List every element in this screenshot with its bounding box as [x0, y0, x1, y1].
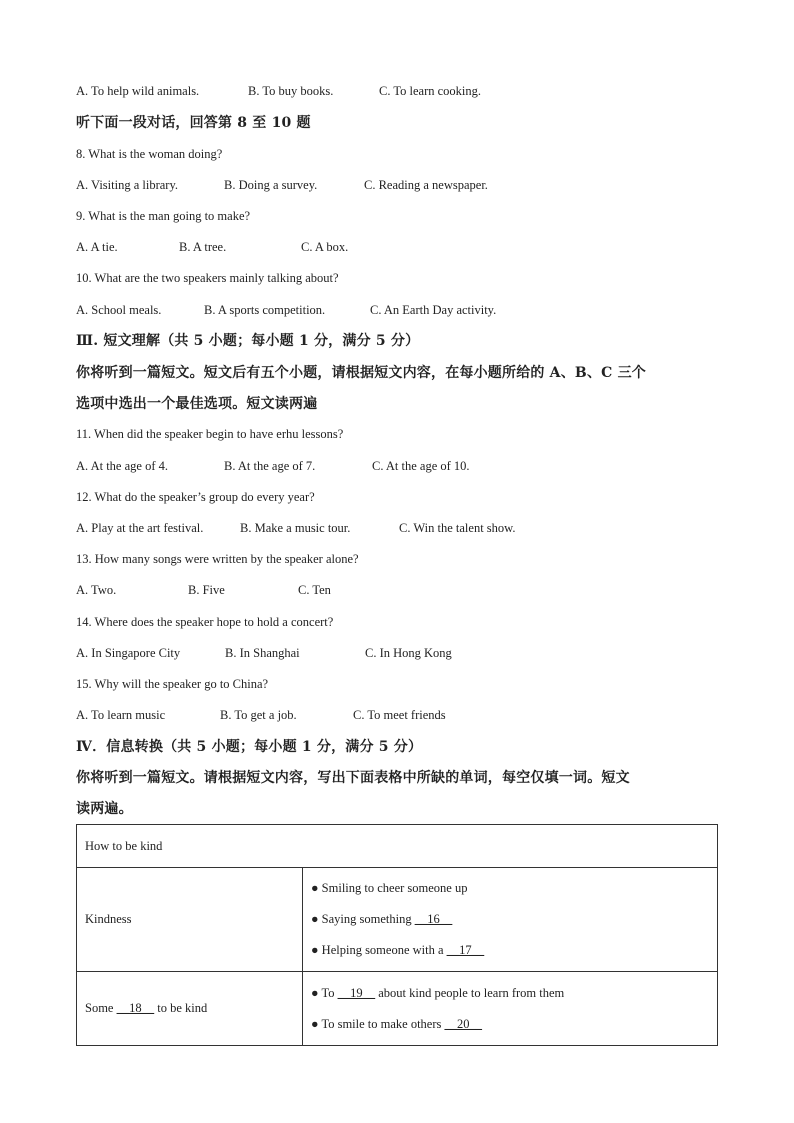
- question-11-options: [76, 458, 470, 474]
- question-8-options: [76, 177, 488, 193]
- question-8: 8. What is the woman doing?: [76, 147, 223, 161]
- row-label-kindness: Kindness: [77, 868, 303, 972]
- section-3-instruction-line1: 你将听到一篇短文。短文后有五个小题，请根据短文内容，在每小题所给的 A、B、C 三个: [76, 365, 646, 381]
- option-a: A. To help wild animals.: [76, 84, 200, 98]
- option-c: C. A box.: [301, 240, 349, 254]
- section-4-title: Ⅳ．信息转换（共 5 小题；每小题 1 分，满分 5 分）: [76, 739, 423, 755]
- answer-blank-18[interactable]: __18__: [116, 1001, 155, 1015]
- option-b: B. Five: [188, 583, 225, 597]
- section-3-title: Ⅲ. 短文理解（共 5 小题；每小题 1 分，满分 5 分）: [76, 333, 420, 349]
- question-10-options: [76, 302, 496, 318]
- option-a: A. Visiting a library.: [76, 178, 179, 192]
- answer-blank-20[interactable]: __20__: [444, 1016, 483, 1031]
- option-a: A. In Singapore City: [76, 646, 181, 660]
- option-c: C. Reading a newspaper.: [364, 178, 488, 192]
- table-row: [77, 972, 718, 1046]
- option-c: C. Win the talent show.: [399, 521, 516, 535]
- section-4-instruction-line1: 你将听到一篇短文。请根据短文内容，写出下面表格中所缺的单词，每空仅填一词。短文: [76, 770, 630, 786]
- option-b: B. In Shanghai: [225, 646, 300, 660]
- option-a: A. At the age of 4.: [76, 459, 168, 473]
- question-14-options: [76, 645, 452, 661]
- option-a: A. Two.: [76, 583, 117, 597]
- option-c: C. An Earth Day activity.: [370, 303, 497, 317]
- section-8-10-heading: 听下面一段对话，回答第 8 至 10 题: [76, 115, 311, 131]
- list-item: ● To smile to make others __20__: [311, 1016, 483, 1031]
- option-a: A. Play at the art festival.: [76, 521, 204, 535]
- answer-blank-19[interactable]: __19__: [337, 985, 376, 1000]
- question-15: 15. Why will the speaker go to China?: [76, 677, 269, 691]
- table-header-row: [77, 825, 718, 868]
- option-a: A. School meals.: [76, 303, 162, 317]
- table-row: [77, 868, 718, 972]
- row-label-some-ways: Some __18__ to be kind: [77, 972, 303, 1046]
- list-item: ● Helping someone with a __17__: [311, 943, 485, 957]
- option-b: B. Make a music tour.: [240, 521, 351, 535]
- question-15-options: [76, 707, 446, 723]
- option-b: B. Doing a survey.: [224, 178, 318, 192]
- question-9: 9. What is the man going to make?: [76, 209, 251, 223]
- table-header-cell: How to be kind: [77, 825, 718, 868]
- question-12-options: [76, 520, 516, 536]
- section-3-instruction-line2: 选项中选出一个最佳选项。短文读两遍: [76, 396, 318, 412]
- row-items-ways: [303, 972, 718, 1046]
- option-b: B. A sports competition.: [204, 303, 326, 317]
- answer-blank-17[interactable]: __17__: [446, 943, 485, 957]
- q7-options: [76, 83, 481, 99]
- answer-blank-16[interactable]: __16__: [414, 912, 453, 926]
- option-c: C. To meet friends: [353, 708, 446, 722]
- question-9-options: [76, 239, 348, 255]
- row-items-kindness: [303, 868, 718, 972]
- option-b: B. At the age of 7.: [224, 459, 316, 473]
- option-a: A. To learn music: [76, 708, 166, 722]
- list-item: ● Smiling to cheer someone up: [311, 881, 468, 895]
- list-item: ● To __19__ about kind people to learn from them: [311, 985, 565, 1000]
- question-13-options: [76, 582, 331, 598]
- question-14: 14. Where does the speaker hope to hold a concert?: [76, 615, 334, 629]
- option-b: B. A tree.: [179, 240, 227, 254]
- option-c: C. Ten: [298, 583, 331, 597]
- option-c: C. At the age of 10.: [372, 459, 470, 473]
- list-item: ● Saying something __16__: [311, 912, 453, 926]
- question-10: 10. What are the two speakers mainly talking about?: [76, 271, 339, 285]
- question-11: 11. When did the speaker begin to have erhu lessons?: [76, 427, 344, 441]
- option-b: B. To buy books.: [248, 84, 334, 98]
- section-4-instruction-line2: 读两遍。: [76, 801, 133, 817]
- question-12: 12. What do the speaker’s group do every year?: [76, 490, 315, 504]
- option-c: C. To learn cooking.: [379, 84, 482, 98]
- option-a: A. A tie.: [76, 240, 118, 254]
- option-b: B. To get a job.: [220, 708, 297, 722]
- question-13: 13. How many songs were written by the speaker alone?: [76, 552, 359, 566]
- info-table: [76, 824, 718, 1046]
- option-c: C. In Hong Kong: [365, 646, 452, 660]
